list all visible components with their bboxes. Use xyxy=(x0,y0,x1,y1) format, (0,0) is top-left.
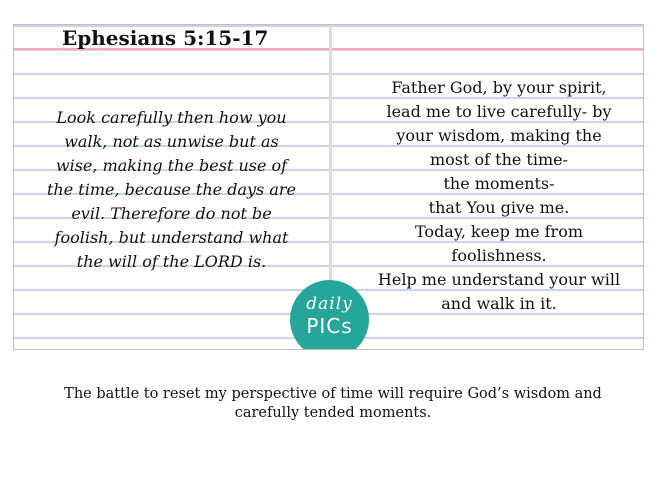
prayer-line: the moments- xyxy=(443,174,555,193)
prayer-line: Father God, by your spirit, xyxy=(391,78,607,97)
prayer-line: Today, keep me from xyxy=(415,222,583,241)
caption-text: The battle to reset my perspective of time will require God’s wisdom and carefully tended moments. xyxy=(64,386,602,421)
prayer-text xyxy=(374,76,624,316)
prayer-line: your wisdom, making the xyxy=(396,126,602,145)
logo-daily-text: daily xyxy=(306,294,353,314)
prayer-line: Help me understand your will xyxy=(377,270,621,289)
prayer-line: that You give me. xyxy=(428,198,570,217)
index-card xyxy=(13,24,644,350)
card-title: Ephesians 5:15-17 xyxy=(62,26,269,50)
logo-pics-text: PICs xyxy=(306,314,353,338)
prayer-line: lead me to live carefully- by xyxy=(386,102,612,121)
prayer-line: foolishness. xyxy=(451,246,547,265)
scripture-verse: Look carefully then how you walk, not as unwise but as wise, making the best use of the time, because the days are evil. Therefore do not be foolish, but understand what the will of the LORD is. xyxy=(47,108,296,271)
daily-pics-logo xyxy=(290,280,369,350)
prayer-line: most of the time- xyxy=(429,150,569,169)
prayer-line: and walk in it. xyxy=(441,294,557,313)
